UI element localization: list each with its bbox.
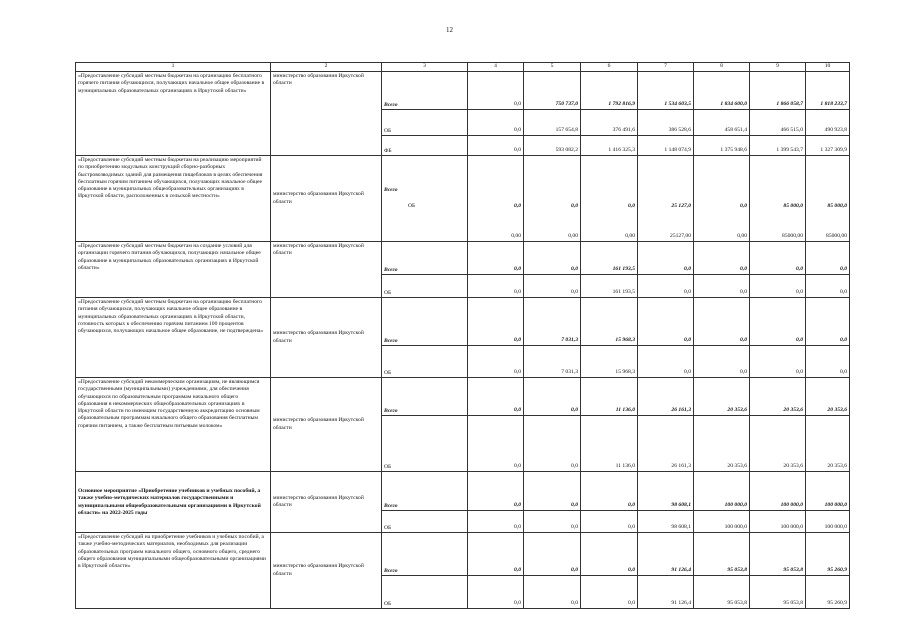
value-cell: 91 126,4	[638, 576, 694, 609]
value-cell: 1 148 074,9	[638, 136, 694, 156]
value-cell: 0,0	[806, 346, 850, 378]
value-cell: 0,0	[638, 242, 694, 275]
column-header: 1	[76, 63, 271, 72]
value-cell: 0,0	[806, 298, 850, 346]
value-cell: 0,0	[468, 242, 524, 275]
value-cell: 100 000,0	[694, 511, 750, 533]
value-cell: 0,0	[694, 298, 750, 346]
value-cell: 0,0	[468, 416, 524, 472]
value-cell: 466 515,0	[750, 110, 806, 136]
value-cell: 95 260,9	[806, 576, 850, 609]
value-cell: 0,0	[694, 275, 750, 298]
value-cell: 1 834 600,0	[694, 72, 750, 110]
measure-title: «Предоставление субсидий местным бюджетам на создание условий для организации горячего питания обучающихся, получающих начальное общее образование в муниципальных образовательных организациях в Иркутской области»	[76, 242, 271, 298]
column-header: 8	[694, 63, 750, 72]
value-cell: 161 193,5	[581, 275, 638, 298]
funding-label: ОБ	[382, 511, 468, 533]
value-cell: 0,0	[638, 298, 694, 346]
table-row	[76, 472, 850, 511]
measure-title: «Предоставление субсидий местным бюджетам на организацию бесплатного горячего питания обучающихся, получающих начальное общее образование в муниципальных образовательных организациях в Иркутской области»	[76, 72, 271, 156]
value-cell: 100 000,0	[694, 472, 750, 511]
value-cell: 1 399 543,7	[750, 136, 806, 156]
value-total: 0,0	[571, 203, 578, 210]
value-cell: 26 161,3	[638, 378, 694, 416]
value-cell: 7 031,3	[524, 298, 581, 346]
value-cell: 11 136,0	[581, 378, 638, 416]
table-row	[76, 242, 850, 275]
value-cell: 20 353,6	[806, 416, 850, 472]
value-cell: 1 534 603,5	[638, 72, 694, 110]
funding-label: Всего	[382, 378, 468, 416]
value-cell: 0,0	[638, 275, 694, 298]
value-cell: 0,0	[468, 378, 524, 416]
value-total: 85 000,0	[827, 203, 847, 210]
value-cell	[806, 156, 850, 242]
value-cell: 100 000,0	[750, 511, 806, 533]
value-cell: 0,0	[750, 275, 806, 298]
funding-label-block	[382, 156, 468, 242]
value-total: 0,0	[514, 203, 521, 210]
value-cell: 376 491,6	[581, 110, 638, 136]
value-cell: 161 193,5	[581, 242, 638, 275]
page-number: 12	[446, 26, 453, 34]
funding-label: ОБ	[382, 346, 468, 378]
value-ob: 0,00	[737, 232, 747, 239]
value-cell: 1 375 948,6	[694, 136, 750, 156]
value-total: 85 000,0	[783, 203, 803, 210]
value-cell: 95 053,8	[694, 576, 750, 609]
value-cell: 95 053,8	[750, 576, 806, 609]
value-cell: 0,0	[524, 472, 581, 511]
value-cell: 0,0	[581, 511, 638, 533]
value-cell: 0,0	[468, 472, 524, 511]
value-cell: 11 136,0	[581, 416, 638, 472]
funding-label: Всего	[382, 72, 468, 110]
value-cell: 1 818 233,7	[806, 72, 850, 110]
funding-label: Всего	[382, 533, 468, 576]
value-cell: 1 792 816,9	[581, 72, 638, 110]
responsible-ministry: министерство образования Иркутской области	[271, 298, 382, 378]
value-cell: 157 654,8	[524, 110, 581, 136]
measure-title: «Предоставление субсидий местным бюджетам на организацию бесплатного питания обучающихся, получающих начальное общее образование в муниципальных образовательных организациях в Иркутской области, готовность которых к обеспечению горячим питанием 100 процентов обучающихся, получающих начальное общее образование, не подтверждена»	[76, 298, 271, 378]
value-cell	[638, 156, 694, 242]
value-cell: 0,0	[524, 275, 581, 298]
value-cell: 15 968,3	[581, 346, 638, 378]
funding-label: Всего	[382, 472, 468, 511]
value-cell: 20 353,6	[750, 416, 806, 472]
funding-label: ОБ	[382, 275, 468, 298]
value-cell: 7 031,3	[524, 346, 581, 378]
value-ob: 85000,00	[782, 232, 803, 239]
value-cell: 458 651,4	[694, 110, 750, 136]
column-header: 5	[524, 63, 581, 72]
table-row	[76, 533, 850, 576]
value-cell: 0,0	[581, 576, 638, 609]
value-cell: 26 161,3	[638, 416, 694, 472]
value-cell: 100 000,0	[806, 472, 850, 511]
value-cell: 386 528,6	[638, 110, 694, 136]
column-header: 9	[750, 63, 806, 72]
value-ob: 85000,00	[826, 232, 847, 239]
table-row	[76, 156, 850, 242]
value-total: 25 127,0	[671, 203, 691, 210]
table-row	[76, 378, 850, 416]
responsible-ministry: министерство образования Иркутской области	[271, 472, 382, 533]
value-cell: 100 000,0	[750, 472, 806, 511]
measure-title: «Предоставление субсидий некоммерческим организациям, не являющимся государственными (муниципальными) учреждениями, для обеспечения обучающихся по образовательным программам начального общего образования в некоммерческих общеобразовательных организациях в Иркутской области по имеющим государственную аккредитацию основным образовательным программам начального общего образования бесплатным горячим питанием, а также бесплатным питьевым молоком»	[76, 378, 271, 472]
value-cell: 0,0	[468, 298, 524, 346]
value-cell: 95 053,8	[750, 533, 806, 576]
responsible-ministry: министерство образования Иркутской области	[271, 156, 382, 242]
value-cell: 0,0	[468, 72, 524, 110]
funding-label: ОБ	[382, 110, 468, 136]
value-cell: 1 416 325,3	[581, 136, 638, 156]
value-cell: 1 327 309,9	[806, 136, 850, 156]
funding-label: Всего	[382, 242, 468, 275]
table-row	[76, 72, 850, 110]
value-cell: 0,0	[750, 346, 806, 378]
value-cell: 0,0	[750, 242, 806, 275]
value-total: 0,0	[740, 203, 747, 210]
funding-label: Всего	[384, 187, 398, 194]
value-cell: 0,0	[581, 472, 638, 511]
value-cell: 100 000,0	[806, 511, 850, 533]
value-cell: 20 353,6	[694, 378, 750, 416]
column-header: 10	[806, 63, 850, 72]
table-row	[76, 298, 850, 346]
value-cell: 20 353,6	[694, 416, 750, 472]
measure-title: «Предоставление субсидий на приобретение учебников и учебных пособий, а также учебно-методических материалов, необходимых для реализации образовательных программ начального общего, основного общего, среднего общего образования муниципальными общеобразовательными организациями в Иркутской области»	[76, 533, 271, 609]
measure-title: Основное мероприятие «Приобретение учебников и учебных пособий, а также учебно-методических материалов государственными и муниципальными общеобразовательными организациями в Иркутской области» на 2022-2025 годы	[76, 472, 271, 533]
value-cell	[468, 156, 524, 242]
funding-label: Всего	[382, 298, 468, 346]
value-cell: 0,0	[468, 110, 524, 136]
value-cell: 0,0	[468, 576, 524, 609]
value-cell: 0,0	[806, 242, 850, 275]
value-cell	[524, 156, 581, 242]
value-cell: 0,0	[638, 346, 694, 378]
value-cell: 0,0	[806, 275, 850, 298]
value-cell: 0,0	[524, 242, 581, 275]
value-cell: 95 053,8	[694, 533, 750, 576]
funding-label: ФБ	[382, 136, 468, 156]
value-cell: 91 126,4	[638, 533, 694, 576]
value-cell: 0,0	[524, 378, 581, 416]
value-cell: 0,0	[694, 242, 750, 275]
value-cell: 750 737,0	[524, 72, 581, 110]
column-header: 7	[638, 63, 694, 72]
value-cell: 0,0	[468, 533, 524, 576]
value-cell: 0,0	[468, 511, 524, 533]
value-cell: 20 353,6	[750, 378, 806, 416]
value-ob: 0,00	[511, 232, 521, 239]
value-cell: 0,0	[581, 533, 638, 576]
value-ob: 25127,00	[670, 232, 691, 239]
value-cell: 0,0	[524, 416, 581, 472]
measure-title: «Предоставление субсидий местным бюджетам на реализацию мероприятий по приобретению модульных конструкций сборно-разборных быстровозводимых зданий для размещения пищеблоков в целях обеспечения бесплатным горячим питанием обучающихся, получающих начальное общее образование в муниципальных общеобразовательных организациях в Иркутской области, расположенных в сельской местности»	[76, 156, 271, 242]
value-cell: 1 866 058,7	[750, 72, 806, 110]
responsible-ministry: министерство образования Иркутской области	[271, 533, 382, 609]
value-cell: 0,0	[524, 511, 581, 533]
funding-label: ОБ	[382, 416, 468, 472]
value-cell	[750, 156, 806, 242]
value-cell: 98 608,1	[638, 511, 694, 533]
value-cell: 0,0	[524, 533, 581, 576]
value-cell: 0,0	[468, 346, 524, 378]
budget-table	[75, 62, 850, 609]
responsible-ministry: министерство образования Иркутской области	[271, 72, 382, 156]
responsible-ministry: министерство образования Иркутской области	[271, 378, 382, 472]
value-total: 0,0	[628, 203, 635, 210]
value-cell: 98 608,1	[638, 472, 694, 511]
funding-label: ОБ	[382, 576, 468, 609]
value-ob: 0,00	[625, 232, 635, 239]
value-cell: 20 353,6	[806, 378, 850, 416]
column-header: 3	[382, 63, 468, 72]
value-cell: 0,0	[694, 346, 750, 378]
value-cell: 490 923,8	[806, 110, 850, 136]
responsible-ministry: министерство образования Иркутской области	[271, 242, 382, 298]
column-header: 4	[468, 63, 524, 72]
column-header: 6	[581, 63, 638, 72]
value-ob: 0,00	[568, 232, 578, 239]
value-cell: 0,0	[468, 275, 524, 298]
column-header: 2	[271, 63, 382, 72]
value-cell: 0,0	[468, 136, 524, 156]
header-row	[76, 63, 850, 72]
funding-label: ОБ	[408, 202, 416, 209]
value-cell: 95 260,9	[806, 533, 850, 576]
value-cell: 0,0	[750, 298, 806, 346]
value-cell: 15 968,3	[581, 298, 638, 346]
value-cell: 593 082,2	[524, 136, 581, 156]
value-cell	[581, 156, 638, 242]
value-cell	[694, 156, 750, 242]
value-cell: 0,0	[524, 576, 581, 609]
